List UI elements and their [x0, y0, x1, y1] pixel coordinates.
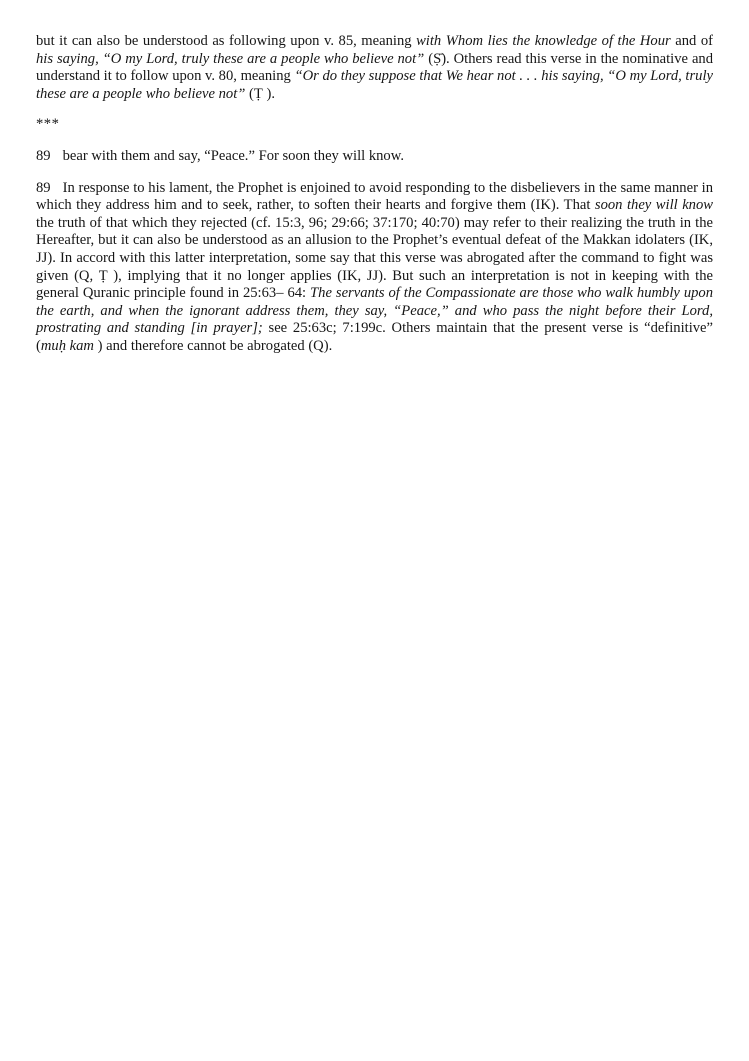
paragraph-segment-roman-4: (Ṭ ).	[245, 85, 275, 102]
commentary-segment-roman-1: In response to his lament, the Prophet is enjoined to avoid responding to the disbelievers in the same manner in which they address him and to seek, rather, to soften their hearts and forgive them (IK). That	[36, 179, 713, 214]
paragraph-segment-roman-3: (Ṣ̄). Others read this verse in the nominative and understand it to follow upon v. 80, meaning	[36, 50, 714, 85]
verse-number: 89	[36, 147, 51, 164]
paragraph-segment-italic-2: his saying, “O my Lord, truly these are a people who believe not”	[36, 50, 425, 67]
continuation-paragraph	[36, 33, 713, 103]
paragraph-segment-roman-2: and of	[670, 33, 714, 49]
spacer-above-verse	[36, 134, 713, 148]
commentary-segment-roman-2: the truth of that which they rejected (cf. 15:3, 96; 29:66; 37:170; 40:70) may refer to their realizing the truth in the Hereafter, but it can also be understood as an allusion to the Prophet’s eventual defeat of the Makkan idolaters (IK, JJ). In accord with this latter interpretation, some say that this verse was abrogated after the command to fight was given (Q, Ṭ ), implying that it no longer applies (IK, JJ). But such an interpretation is not in keeping with the general Quranic principle found in 25:63– 64:	[36, 214, 713, 302]
spacer-above-separator	[36, 103, 713, 116]
commentary-paragraph	[36, 180, 713, 356]
commentary-segment-roman-4: ) and therefore cannot be abrogated (Q).	[93, 337, 333, 354]
verse-line	[36, 148, 713, 166]
page-text-column	[36, 33, 713, 356]
paragraph-segment-italic-3: “Or do they suppose that We hear not . . . his saying, “O my Lord, truly these are a people who believe not”	[36, 68, 713, 102]
commentary-verse-number: 89	[36, 179, 51, 196]
paragraph-segment-roman-1: but it can also be understood as following upon v. 85, meaning	[36, 33, 417, 49]
commentary-segment-italic-3: muḥ kam	[40, 337, 94, 354]
commentary-segment-italic-2: The servants of the Compassionate are those who walk humbly upon the earth, and when the ignorant address them, they say, “Peace,” and who pass the night before their Lord, prostrating and standing [in prayer];	[36, 285, 714, 337]
verse-text: bear with them and say, “Peace.” For soon they will know.	[62, 147, 404, 164]
spacer-above-commentary	[36, 166, 713, 180]
paragraph-segment-italic-1: with Whom lies the knowledge of the Hour	[416, 33, 671, 49]
commentary-segment-roman-3: see 25:63c; 7:199c. Others maintain that the present verse is “definitive” (	[36, 320, 713, 354]
commentary-segment-italic-1: soon they will know	[594, 197, 713, 214]
section-separator: ***	[36, 116, 60, 133]
